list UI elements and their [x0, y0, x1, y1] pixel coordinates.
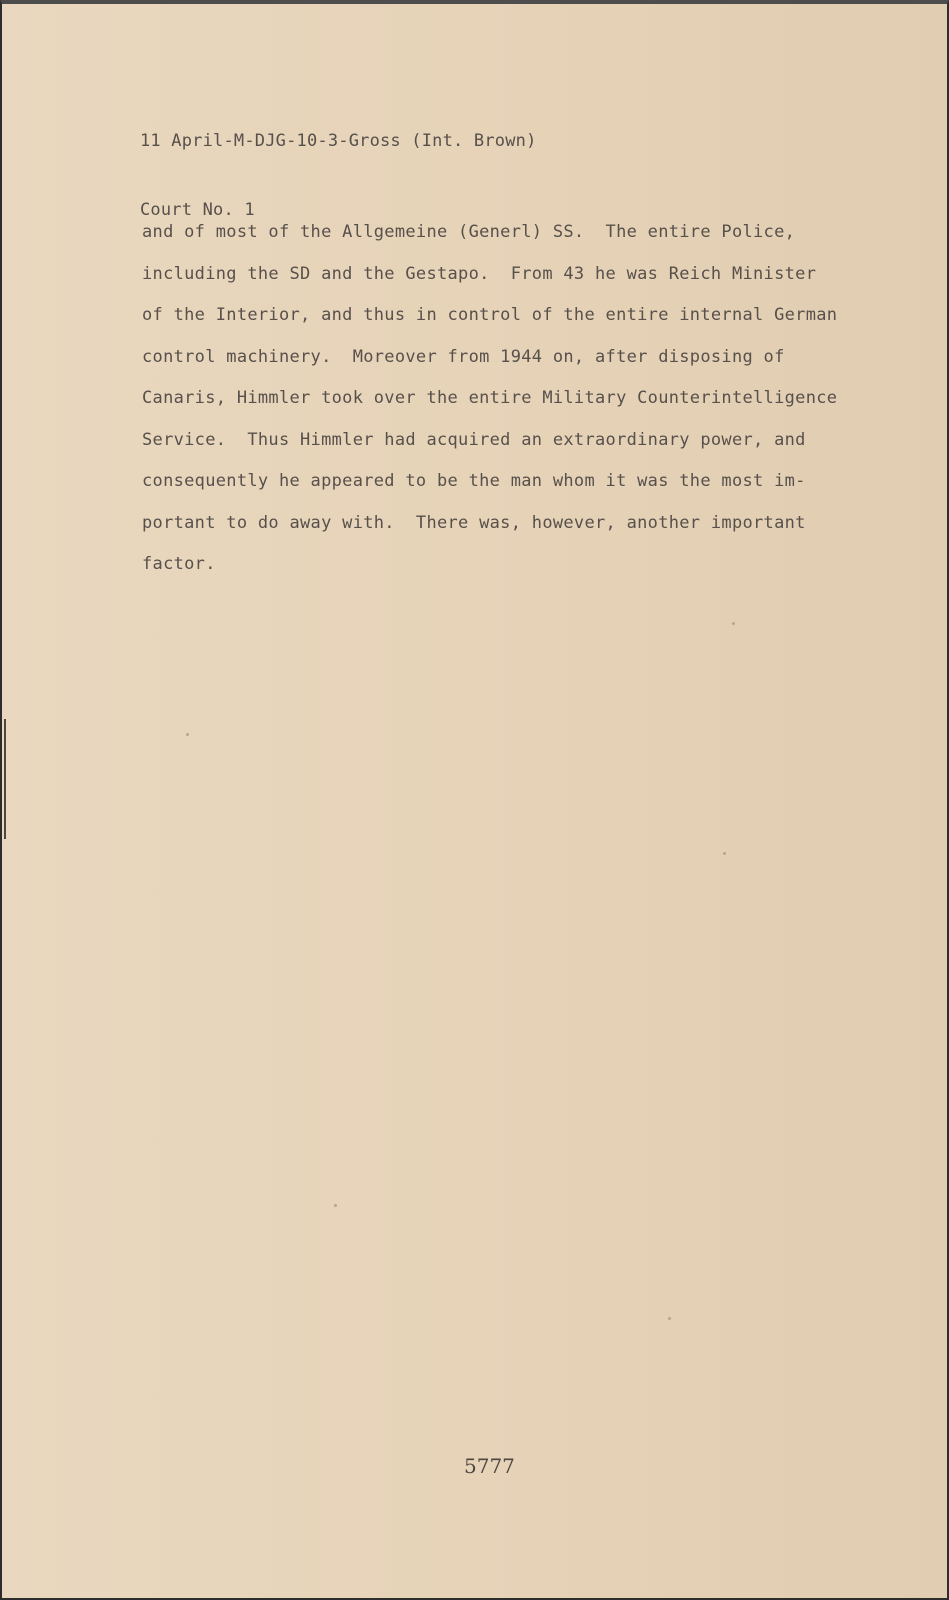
paper-speck — [723, 852, 726, 855]
header-reference-line: 11 April-M-DJG-10-3-Gross (Int. Brown) — [140, 131, 537, 151]
document-body — [142, 212, 842, 586]
body-line: including the SD and the Gestapo. From 43 he was Reich Minister — [142, 263, 817, 284]
paper-speck — [732, 622, 735, 625]
body-line: portant to do away with. There was, however, another important — [142, 512, 806, 533]
body-line: and of most of the Allgemeine (Generl) SS. The entire Police, — [142, 222, 796, 242]
edge-mark — [4, 719, 6, 839]
body-line: Service. Thus Himmler had acquired an extraordinary power, and — [142, 429, 806, 450]
body-line: consequently he appeared to be the man whom it was the most im- — [142, 471, 806, 491]
page-number: 5777 — [464, 1454, 515, 1478]
body-line: factor. — [142, 554, 216, 574]
body-line: of the Interior, and thus in control of the entire internal German — [142, 305, 838, 325]
body-line: Canaris, Himmler took over the entire Military Counterintelligence — [142, 388, 838, 408]
paper-speck — [334, 1204, 337, 1207]
header-court-line: Court No. 1 — [140, 200, 255, 220]
body-line: control machinery. Moreover from 1944 on, after disposing of — [142, 346, 785, 367]
paper-speck — [186, 733, 189, 736]
paper-speck — [668, 1317, 671, 1320]
